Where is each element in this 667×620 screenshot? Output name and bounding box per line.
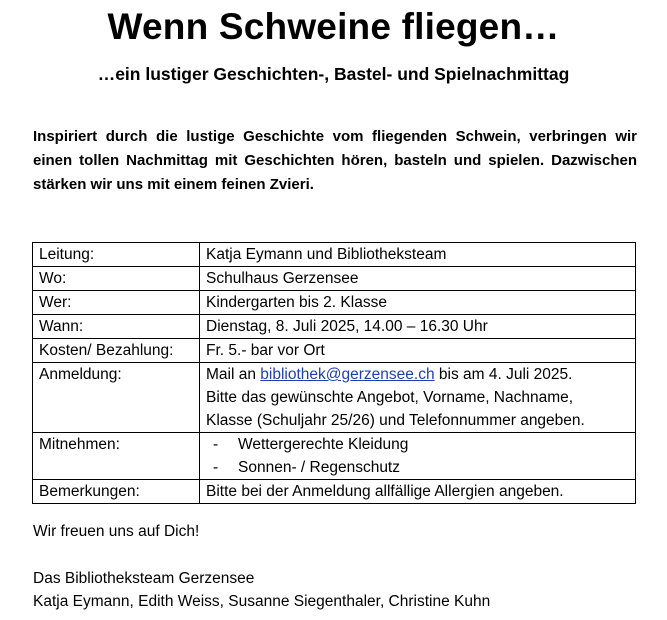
row-label: Bemerkungen: (33, 480, 200, 504)
row-value: Fr. 5.- bar vor Ort (200, 339, 636, 363)
list-item-text: Sonnen- / Regenschutz (238, 459, 400, 476)
anmeldung-line-3: Klasse (Schuljahr 25/26) und Telefonnummer angeben. (206, 412, 585, 429)
table-row-wann (33, 315, 636, 339)
row-value: Kindergarten bis 2. Klasse (200, 291, 636, 315)
row-label: Wo: (33, 267, 200, 291)
dash-bullet-icon: - (213, 459, 219, 476)
table-row-leitung (33, 243, 636, 267)
row-value: Katja Eymann und Bibliotheksteam (200, 243, 636, 267)
table-row-wer (33, 291, 636, 315)
list-item-text: Wettergerechte Kleidung (238, 436, 409, 453)
email-link[interactable]: bibliothek@gerzensee.ch (260, 366, 435, 383)
row-value: Bitte bei der Anmeldung allfällige Allergien angeben. (200, 480, 636, 504)
anmeldung-prefix: Mail an (206, 366, 261, 383)
list-item (206, 456, 629, 479)
closing-greeting: Wir freuen uns auf Dich! (33, 523, 200, 540)
row-value (200, 433, 636, 480)
document-subtitle: …ein lustiger Geschichten-, Bastel- und Spielnachmittag (97, 64, 570, 84)
row-label: Leitung: (33, 243, 200, 267)
anmeldung-line-1 (206, 363, 629, 386)
info-table (32, 242, 636, 504)
row-label: Wer: (33, 291, 200, 315)
table-row-kosten (33, 339, 636, 363)
table-row-bemerkungen (33, 480, 636, 504)
signature-names: Katja Eymann, Edith Weiss, Susanne Siegenthaler, Christine Kuhn (33, 593, 491, 610)
row-label: Kosten/ Bezahlung: (33, 339, 200, 363)
dash-bullet-icon: - (213, 436, 219, 453)
intro-paragraph: Inspiriert durch die lustige Geschichte vom fliegenden Schwein, verbringen wir einen tollen Nachmittag mit Geschichten hören, basteln und spielen. Dazwischen stärken wir uns mit einem feinen Zvieri. (33, 128, 637, 193)
signature-team: Das Bibliotheksteam Gerzensee (33, 570, 255, 587)
list-item (206, 433, 629, 456)
row-value: Dienstag, 8. Juli 2025, 14.00 – 16.30 Uhr (200, 315, 636, 339)
row-label: Mitnehmen: (33, 433, 200, 480)
row-value: Schulhaus Gerzensee (200, 267, 636, 291)
anmeldung-suffix: bis am 4. Juli 2025. (434, 366, 573, 383)
document-title: Wenn Schweine fliegen… (107, 6, 560, 47)
row-label: Wann: (33, 315, 200, 339)
row-value (200, 363, 636, 433)
table-row-mitnehmen (33, 433, 636, 480)
anmeldung-line-2: Bitte das gewünschte Angebot, Vorname, Nachname, (206, 389, 574, 406)
table-row-wo (33, 267, 636, 291)
table-row-anmeldung (33, 363, 636, 433)
row-label: Anmeldung: (33, 363, 200, 433)
